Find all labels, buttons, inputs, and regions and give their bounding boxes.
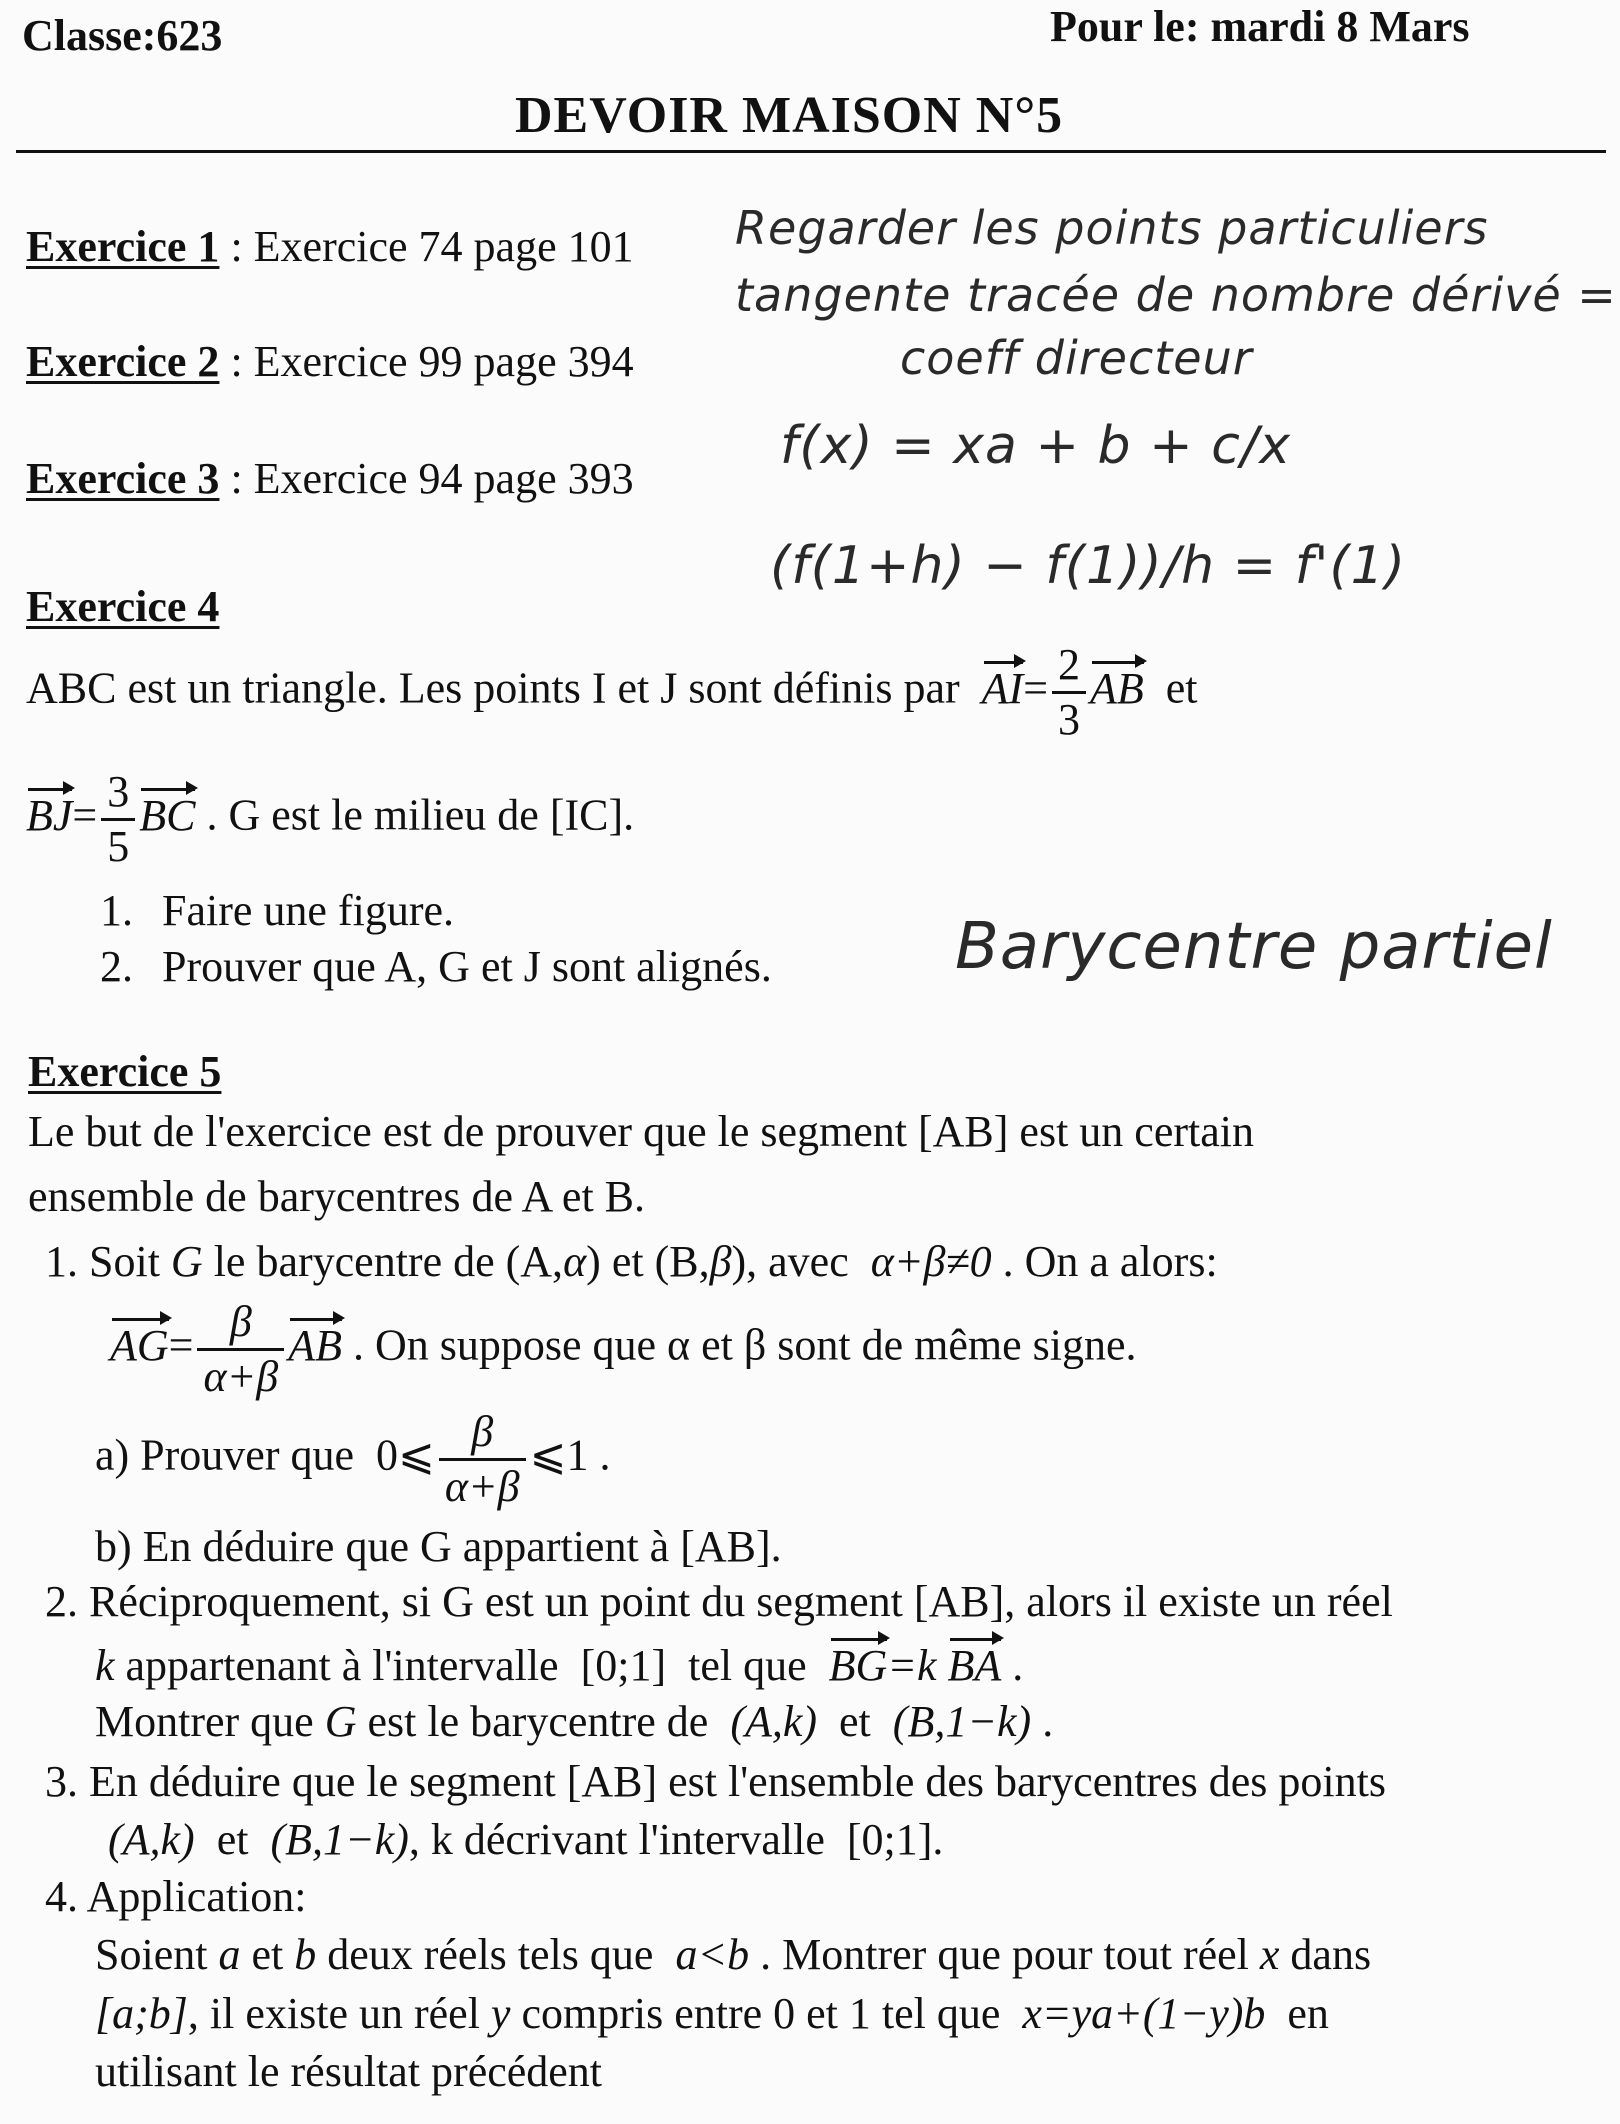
exercise-4-line2: BJ= $\frac{3}{5}$ BC . G est le milieu de [IC]. <box>26 767 635 871</box>
q3-line2 <box>108 1815 944 1864</box>
fraction-numerator: 3 <box>101 770 135 821</box>
exercise-5-label: Exercice 5 <box>28 1047 222 1096</box>
q1-text: ), avec <box>731 1237 849 1286</box>
q1a-ineq-right: ⩽1 <box>529 1430 589 1480</box>
q1a-end: . <box>599 1430 611 1480</box>
var-beta: β <box>709 1237 732 1286</box>
q4-line1 <box>45 1872 307 1921</box>
q4-text: , il existe un réel <box>187 1989 480 2038</box>
exercise-1 <box>26 222 634 271</box>
item-text: Faire une figure. <box>162 886 454 935</box>
pair-a-k: (A,k) <box>108 1815 195 1864</box>
q4-text: et <box>251 1930 284 1979</box>
q2-text: est le barycentre de <box>367 1697 709 1746</box>
fraction-denominator: α+β <box>444 1462 520 1511</box>
interval-0-1: [0;1] <box>846 1815 933 1864</box>
handwritten-formula-1: f(x) = xa + b + c/x <box>780 416 1292 476</box>
var-alpha: α <box>563 1237 587 1286</box>
q4-text: compris entre 0 et 1 tel que <box>521 1989 1001 2038</box>
vector-ba: BA <box>947 1641 1002 1690</box>
vector-ab: AB <box>288 1320 342 1370</box>
q3-text: , k décrivant l'intervalle <box>408 1815 825 1864</box>
fraction-denominator: 3 <box>1058 695 1081 744</box>
exercise-3 <box>26 454 634 503</box>
q2-line3 <box>95 1697 1054 1746</box>
q4-ineq: a<b <box>675 1930 750 1979</box>
q1-part-a <box>95 1407 611 1511</box>
var-b: b <box>294 1930 317 1979</box>
q4-text: deux réels tels que <box>327 1930 654 1979</box>
var-g: G <box>170 1237 203 1286</box>
title-rule <box>16 150 1606 153</box>
q4-line2 <box>95 1930 1372 1979</box>
exercise-4-et: et <box>1165 663 1198 713</box>
q1a-ineq-left: 0⩽ <box>376 1430 435 1480</box>
handwritten-note-line1: Regarder les points particuliers <box>735 201 1489 255</box>
var-x: x <box>1259 1930 1280 1979</box>
exercise-3-label: Exercice 3 <box>26 454 220 503</box>
exercise-5-intro-2: ensemble de barycentres de A et B. <box>28 1172 646 1221</box>
q1-suppose: . On suppose que α et β sont de même signe. <box>352 1320 1137 1370</box>
page-title: DEVOIR MAISON N°5 <box>515 87 1064 144</box>
q2-et: et <box>839 1697 871 1746</box>
var-y: y <box>490 1989 511 2038</box>
var-k: k <box>95 1641 115 1690</box>
interval-0-1: [0;1] <box>580 1641 667 1690</box>
q4-line3 <box>95 1989 1329 2038</box>
q2-text: Réciproquement, si G est un point du segment [AB], alors il existe un réel <box>89 1577 1393 1626</box>
pair-b-1-k: (B,1−k) <box>892 1697 1032 1746</box>
class-label: Classe:623 <box>22 11 223 60</box>
fraction-numerator: 2 <box>1052 643 1086 694</box>
exercise-4-item-1 <box>100 886 454 935</box>
exercise-4-milieu: . G est le milieu de [IC]. <box>206 790 635 840</box>
exercise-2 <box>26 337 634 386</box>
q4-text: dans <box>1290 1930 1372 1979</box>
q2-text: appartenant à l'intervalle <box>125 1641 559 1690</box>
var-g: G <box>324 1697 357 1746</box>
q3-number: 3. <box>45 1757 78 1806</box>
q2-text: Montrer que <box>95 1697 314 1746</box>
due-date: Pour le: mardi 8 Mars <box>1050 2 1470 51</box>
pair-a-k: (A,k) <box>730 1697 818 1746</box>
exercise-1-text: : Exercice 74 page 101 <box>230 222 634 271</box>
q3-text: En déduire que le segment [AB] est l'ensemble des barycentres des points <box>89 1757 1386 1806</box>
q1-text: . On a alors: <box>1002 1237 1218 1286</box>
exercise-4-line1: ABC est un triangle. Les points I et J sont définis par AI= $\frac{2}{3}$ AB et <box>26 640 1198 744</box>
interval-a-b: [a;b] <box>95 1989 188 2038</box>
vector-bg: BG <box>828 1641 888 1690</box>
exercise-1-label: Exercice 1 <box>26 222 220 271</box>
handwritten-formula-2: (f(1+h) − f(1))/h = f'(1) <box>770 536 1407 596</box>
exercise-5-intro-1: Le but de l'exercice est de prouver que le segment [AB] est un certain <box>28 1107 1254 1156</box>
fraction-beta <box>439 1407 526 1511</box>
eq-k: =k <box>887 1641 937 1690</box>
q1-line2: AG= $\frac{\beta}{\alpha+\beta}$ AB . On suppose que α et β sont de même signe. <box>110 1297 1137 1401</box>
vector-ag: AG <box>110 1320 169 1370</box>
fraction-numerator: β <box>439 1410 526 1461</box>
q2-line1 <box>45 1577 1393 1626</box>
q4-title: Application: <box>86 1872 307 1921</box>
vector-ab: AB <box>1090 663 1144 713</box>
exercise-2-label: Exercice 2 <box>26 337 220 386</box>
q4-number: 4. <box>45 1872 78 1921</box>
fraction-numerator: β <box>197 1300 284 1351</box>
q2-text: . <box>1012 1641 1024 1690</box>
fraction-beta <box>197 1297 284 1401</box>
item-number: 2. <box>100 942 133 991</box>
item-text: Prouver que A, G et J sont alignés. <box>162 942 772 991</box>
q2-text: tel que <box>688 1641 807 1690</box>
exercise-3-text: : Exercice 94 page 393 <box>230 454 634 503</box>
fraction-denominator: α+β <box>203 1352 279 1401</box>
q1-condition: α+β≠0 <box>870 1237 992 1286</box>
exercise-2-text: : Exercice 99 page 394 <box>230 337 634 386</box>
q4-text: . Montrer que pour tout réel <box>760 1930 1249 1979</box>
q4-text: Soient <box>95 1930 208 1979</box>
q4-text: en <box>1287 1989 1329 2038</box>
handwritten-note-line3: coeff directeur <box>900 331 1253 385</box>
q3-end: . <box>932 1815 944 1864</box>
handwritten-note-line2: tangente tracée de nombre dérivé = <box>735 268 1617 322</box>
q1-text: le barycentre de (A, <box>213 1237 564 1286</box>
q2-end: . <box>1042 1697 1054 1746</box>
exercise-4-intro: ABC est un triangle. Les points I et J sont définis par <box>26 663 960 713</box>
var-a: a <box>218 1930 241 1979</box>
item-number: 1. <box>100 886 133 935</box>
q1-number: 1. <box>45 1237 78 1286</box>
exercise-4-item-2 <box>100 942 772 991</box>
fraction-3-5 <box>101 767 135 871</box>
pair-b-1-k: (B,1−k) <box>270 1815 409 1864</box>
q1-text: Soit <box>89 1237 160 1286</box>
handwritten-barycentre: Barycentre partiel <box>955 910 1553 984</box>
exercise-4-label: Exercice 4 <box>26 582 220 631</box>
vector-bc: BC <box>139 790 196 840</box>
q3-line1 <box>45 1757 1386 1806</box>
q1-line1 <box>45 1237 1218 1286</box>
q1-text: ) et (B, <box>586 1237 710 1286</box>
q3-et: et <box>216 1815 249 1864</box>
q1-part-b: b) En déduire que G appartient à [AB]. <box>95 1522 782 1571</box>
fraction-denominator: 5 <box>107 822 130 871</box>
fraction-2-3 <box>1052 640 1086 744</box>
vector-ai: AI <box>981 663 1024 713</box>
q4-line4: utilisant le résultat précédent <box>95 2047 603 2096</box>
q1a-label: a) Prouver que <box>95 1430 355 1480</box>
q2-line2 <box>95 1642 1023 1688</box>
q2-number: 2. <box>45 1577 78 1626</box>
vector-bj: BJ <box>26 790 73 840</box>
q4-equation: x=ya+(1−y)b <box>1022 1989 1266 2038</box>
